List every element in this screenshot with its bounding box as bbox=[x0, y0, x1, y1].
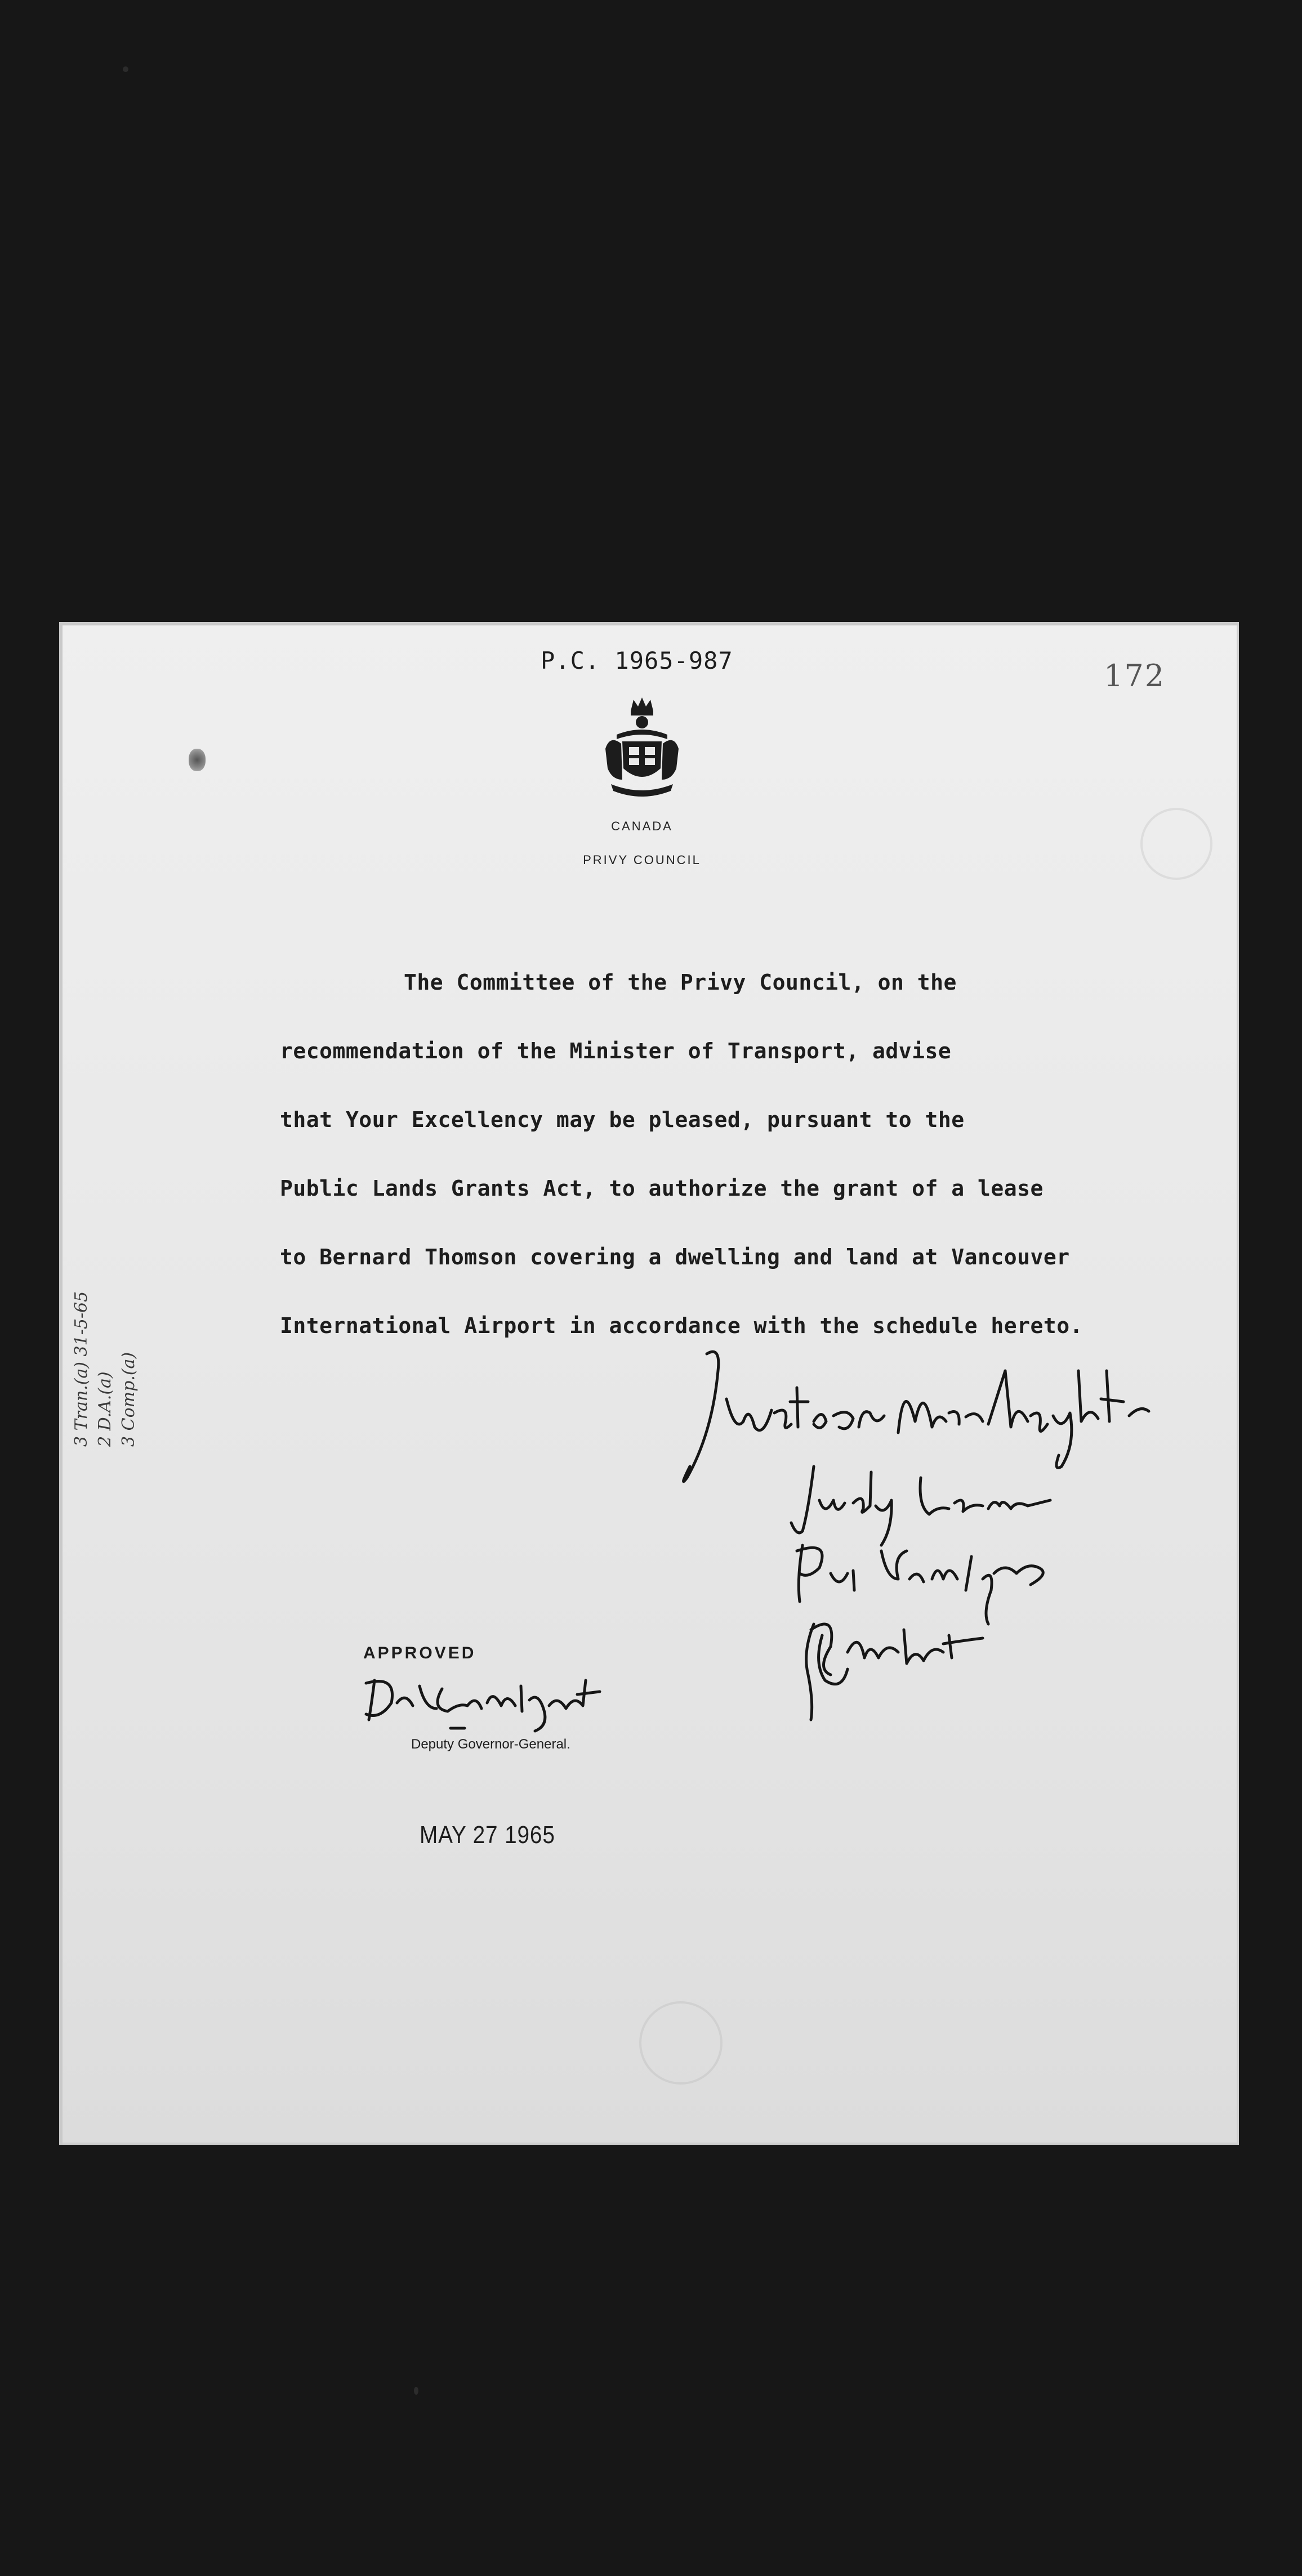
order-number: P.C. 1965-987 bbox=[541, 647, 733, 674]
body-line-2: recommendation of the Minister of Transport, advise bbox=[280, 1039, 952, 1063]
margin-note-3: 3 Comp.(a) bbox=[119, 1352, 139, 1447]
body-line-5: to Bernard Thomson covering a dwelling and land at Vancouver bbox=[280, 1245, 1070, 1269]
body-line-1: The Committee of the Privy Council, on the bbox=[404, 970, 957, 995]
film-speck bbox=[123, 66, 128, 72]
approval-date-stamp: MAY 27 1965 bbox=[420, 1821, 555, 1849]
minister-signatures bbox=[59, 622, 1239, 2145]
header-office: PRIVY COUNCIL bbox=[583, 853, 701, 867]
margin-note-1: 3 Tran.(a) 31-5-65 bbox=[72, 1291, 91, 1447]
approved-label: APPROVED bbox=[363, 1644, 476, 1662]
body-line-3: that Your Excellency may be pleased, pursuant to the bbox=[280, 1107, 965, 1132]
body-line-6: International Airport in accordance with the schedule hereto. bbox=[280, 1313, 1083, 1338]
margin-note-2: 2 D.A.(a) bbox=[95, 1371, 115, 1447]
body-line-4: Public Lands Grants Act, to authorize the grant of a lease bbox=[280, 1176, 1044, 1201]
header-country: CANADA bbox=[611, 819, 673, 833]
privy-council-document bbox=[59, 622, 1239, 2145]
page-number: 172 bbox=[1104, 658, 1166, 694]
deputy-governor-general-label: Deputy Governor-General. bbox=[411, 1737, 570, 1752]
film-speck bbox=[414, 2387, 418, 2395]
